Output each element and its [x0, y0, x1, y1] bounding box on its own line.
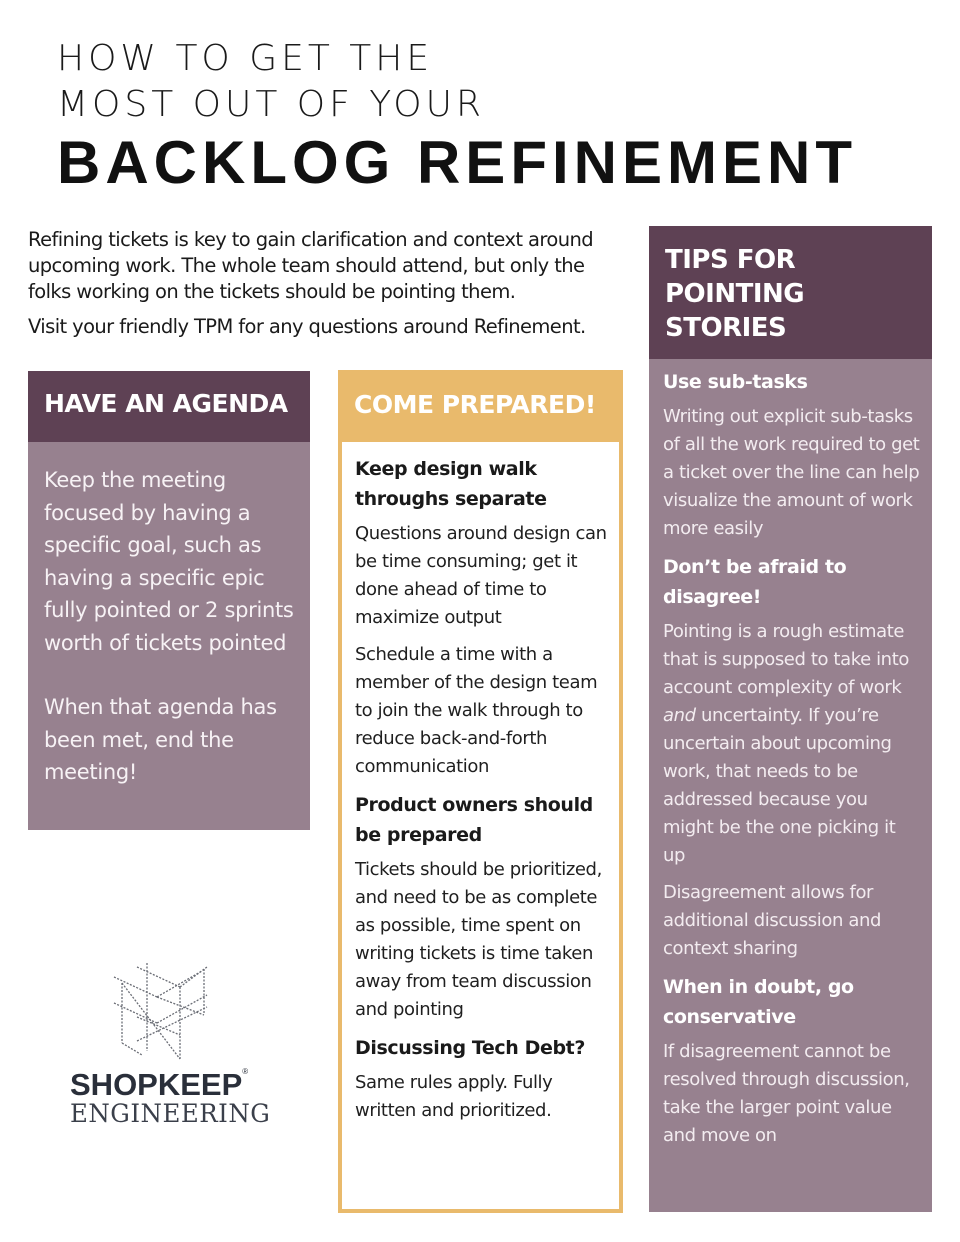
prepared-body: [342, 442, 619, 1125]
tips-heading: TIPS FOR POINTING STORIES: [649, 226, 932, 359]
page-title: BACKLOG REFINEMENT: [57, 129, 857, 196]
come-prepared-box: [338, 370, 623, 1213]
section-text: Disagreement allows for additional discussion and context sharing: [663, 882, 881, 959]
title-line-1: HOW TO GET THE: [57, 38, 434, 79]
agenda-box: [28, 371, 310, 830]
section-title: Use sub-tasks: [663, 371, 808, 393]
agenda-paragraph: Keep the meeting focused by having a specific goal, such as having a specific epic fully pointed or 2 sprints worth of tickets pointed: [44, 468, 294, 655]
agenda-body: [28, 442, 310, 789]
tips-body: [649, 359, 932, 1150]
section-text: [663, 618, 922, 870]
section-text: Tickets should be prioritized, and need to be as complete as possible, time spent on writing tickets is time taken away from team discussion and pointing: [355, 859, 602, 1020]
section-title: When in doubt, go conservative: [663, 976, 854, 1028]
title-line-2: MOST OUT OF YOUR: [57, 84, 486, 125]
section-text: Questions around design can be time consuming; get it done ahead of time to maximize output: [355, 523, 607, 628]
section-text: Same rules apply. Fully written and prioritized.: [355, 1072, 553, 1121]
shopkeep-logo: [62, 955, 272, 1135]
logo-name-text: SHOPKEEP: [70, 1067, 243, 1102]
intro-text: [28, 227, 628, 349]
registered-mark: ®: [242, 1067, 249, 1076]
section-title: Don’t be afraid to disagree!: [663, 556, 847, 608]
text-part: uncertainty. If you’re uncertain about upcoming work, that needs to be addressed because you might be the one picking it up: [663, 705, 896, 866]
text-part: Pointing is a rough estimate that is supposed to take into account complexity of work: [663, 621, 909, 698]
section-text: Writing out explicit sub-tasks of all the work required to get a ticket over the line can help visualize the amount of work more easily: [663, 406, 920, 539]
logo-name: [70, 1067, 248, 1103]
logo-subtitle: ENGINEERING: [70, 1099, 271, 1128]
tips-box: [649, 226, 932, 1212]
agenda-heading: HAVE AN AGENDA: [28, 371, 310, 442]
section-title: Keep design walk throughs separate: [355, 458, 547, 510]
section-text: If disagreement cannot be resolved through discussion, take the larger point value and move on: [663, 1041, 910, 1146]
intro-paragraph-tpm: Visit your friendly TPM for any questions around Refinement.: [28, 315, 586, 338]
intro-paragraph: Refining tickets is key to gain clarification and context around upcoming work. The whole team should attend, but only the folks working on the tickets should be pointing them.: [28, 228, 594, 303]
section-text: Schedule a time with a member of the design team to join the walk through to reduce back-and-forth communication: [355, 644, 598, 777]
emphasis-text: and: [663, 705, 696, 726]
wireframe-cube-logo-icon: [112, 955, 222, 1065]
agenda-paragraph: When that agenda has been met, end the meeting!: [44, 695, 277, 784]
prepared-heading: COME PREPARED!: [338, 370, 623, 442]
section-title: Discussing Tech Debt?: [355, 1037, 585, 1059]
section-title: Product owners should be prepared: [355, 794, 593, 846]
